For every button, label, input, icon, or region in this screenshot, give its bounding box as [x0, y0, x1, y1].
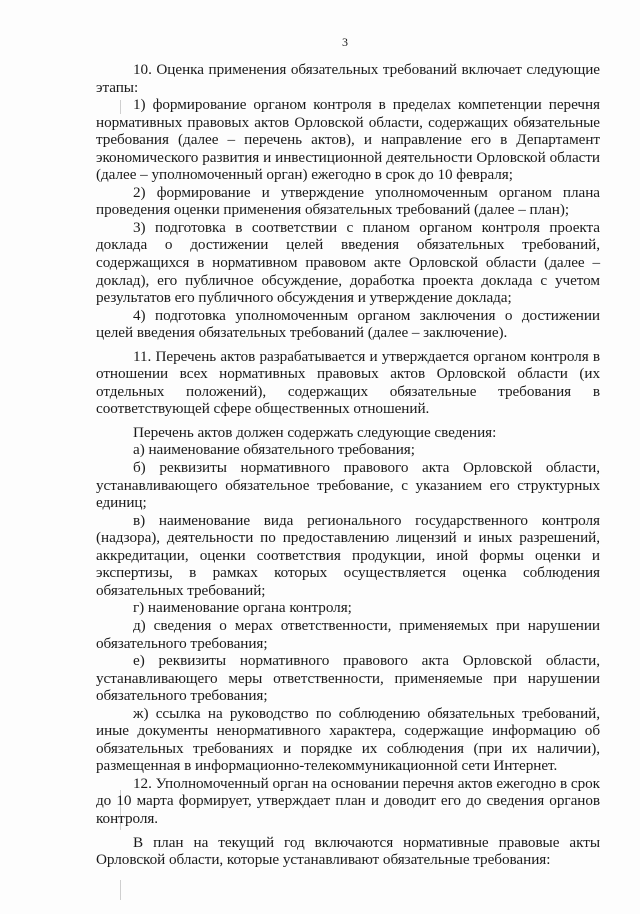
paragraph-subitem-a: а) наименование обязательного требования;: [133, 441, 415, 459]
paragraph-subitem-e: е) реквизиты нормативного правового акта Орловской области, устанавливающего меры ответственности, применяемые при нарушении обязательного требования;: [96, 652, 600, 705]
paragraph-stage-3: 3) подготовка в соответствии с планом органом контроля проекта доклада о достижении целей введения обязательных требований, содержащихся в нормативном правовом акте Орловской области (далее – доклад), его публичное обсуждение, доработка проекта доклада с учетом результатов его публичного обсуждения и утверждение доклада;: [96, 218, 600, 307]
paragraph-plan-scope: В план на текущий год включаются нормативные правовые акты Орловской области, которые устанавливают обязательные требования:: [96, 833, 600, 869]
paragraph-subitem-zh: ж) ссылка на руководство по соблюдению обязательных требований, иные документы ненормативного характера, содержащие информацию об обязательных требованиях и порядке их соблюдения (при их наличии), размещенная в информационно-телекоммуникационной сети Интернет.: [96, 704, 600, 775]
paragraph-item-10: 10. Оценка применения обязательных требований включает следующие этапы:: [96, 61, 600, 96]
paragraph-item-11: 11. Перечень актов разрабатывается и утверждается органом контроля в отношении всех нормативных правовых актов Орловской области (их отдельных положений), содержащих обязательные требования в соответствующей сфере общественных отношений.: [96, 347, 600, 418]
paragraph-subitem-b: б) реквизиты нормативного правового акта Орловской области, устанавливающего обязательное требование, с указанием его структурных единиц;: [96, 459, 600, 512]
paragraph-subitem-g: г) наименование органа контроля;: [133, 599, 352, 617]
paragraph-item-12: 12. Уполномоченный орган на основании перечня актов ежегодно в срок до 10 марта формирует, утверждает план и доводит его до сведения органов контроля.: [96, 774, 600, 827]
scan-margin-mark: [120, 880, 121, 900]
paragraph-subitem-d: д) сведения о мерах ответственности, применяемых при нарушении обязательного требования;: [96, 616, 600, 652]
paragraph-stage-4: 4) подготовка уполномоченным органом заключения о достижении целей введения обязательных требований (далее – заключение).: [96, 306, 600, 342]
paragraph-subitem-v: в) наименование вида регионального государственного контроля (надзора), деятельности по предоставлению лицензий и иных разрешений, аккредитации, оценки соответствия продукции, иной формы оценки и экспертизы, в рамках которых осуществляется оценка соблюдения обязательных требований;: [96, 511, 600, 599]
document-body: [96, 61, 600, 869]
paragraph-stage-2: 2) формирование и утверждение уполномоченным органом плана проведения оценки применения обязательных требований (далее – план);: [96, 183, 600, 219]
page-number: 3: [342, 35, 348, 49]
paragraph-stage-1: 1) формирование органом контроля в пределах компетенции перечня нормативных правовых актов Орловской области, содержащих обязательные требования (далее – перечень актов), и направление его в Департамент экономического развития и инвестиционной деятельности Орловской области (далее – уполномоченный орган) ежегодно в срок до 10 февраля;: [96, 96, 600, 184]
paragraph-list-intro: Перечень актов должен содержать следующие сведения:: [133, 423, 497, 441]
